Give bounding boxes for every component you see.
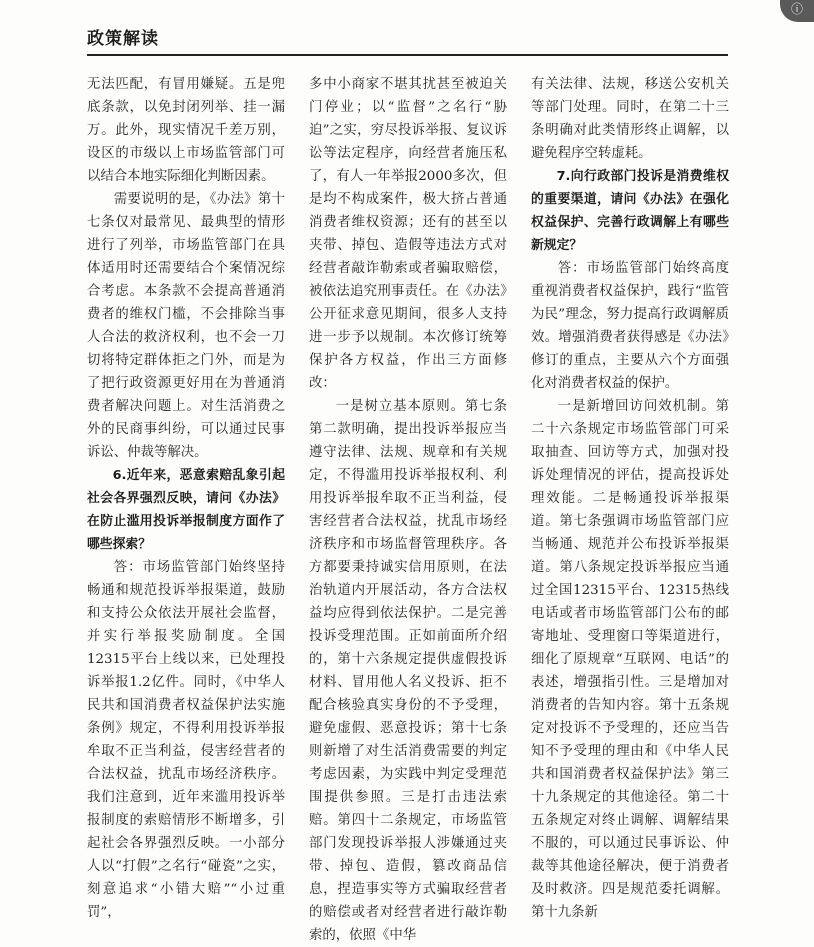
paragraph: 一是树立基本原则。第七条第二款明确，提出投诉举报应当遵守法律、法规、规章和有关规定，不得滥用投诉举报权利、利用投诉举报牟取不正当利益，侵害经营者合法权益，扰乱市场经济秩序和市场监督管理秩序。各方都要秉持诚实信用原则，在法治轨道内开展活动，各方合法权益均应得到依法保护。二是完善投诉受理范围。正如前面所介绍的，第十六条规定提供虚假投诉材料、冒用他人名义投诉、拒不配合核验真实身份的不予受理，避免虚假、恶意投诉；第十七条则新增了对生活消费需要的判定考虑因素，为实践中判定受理范围提供参照。三是打击违法索赔。第四十二条规定，市场监管部门发现投诉举报人涉嫌通过夹带、掉包、造假，篡改商品信息，捏造事实等方式骗取经营者的赔偿或者对经营者进行敲诈勒索的，依照《中华	[309, 399, 507, 943]
paragraph: 答：市场监管部门始终坚持畅通和规范投诉举报渠道，鼓励和支持公众依法开展社会监督，并实行举报奖励制度。全国12315平台上线以来，已处理投诉举报1.2亿件。同时，《中华人民共和国消费者权益保护法实施条例》规定，不得利用投诉举报牟取不正当利益，侵害经营者的合法权益，扰乱市场经济秩序。我们注意到，近年来滥用投诉举报制度的索赔情形不断增多，引起社会各界强烈反映。一小部分人以“打假”之名行“碰瓷”之实，刻意追求“小错大赔”“小过重罚”，	[87, 560, 285, 920]
paragraph: 需要说明的是，《办法》第十七条仅对最常见、最典型的情形进行了列举，市场监管部门在具体适用时还需要结合个案情况综合考虑。本条款不会提高普通消费者的维权门槛，不会排除当事人合法的救济权利，也不会一刀切将特定群体拒之门外，而是为了把行政资源更好用在为普通消费者解决问题上。对生活消费之外的民商事纠纷，可以通过民事诉讼、仲裁等解决。	[87, 192, 285, 460]
paragraph: 有关法律、法规，移送公安机关等部门处理。同时，在第二十三条明确对此类情形终止调解，以避免程序空转虚耗。	[531, 77, 729, 161]
text-column-2	[309, 73, 507, 943]
corner-badge: ⓘ	[780, 0, 814, 22]
paragraph: 答：市场监管部门始终高度重视消费者权益保护，践行“监管为民”理念，努力提高行政调解质效。增强消费者获得感是《办法》修订的重点，主要从六个方面强化对消费者权益的保护。	[531, 261, 729, 391]
text-column-1	[87, 73, 285, 920]
paragraph: 一是新增回访问效机制。第二十六条规定市场监管部门可采取抽查、回访等方式，加强对投诉处理情况的评估，提高投诉处理效能。二是畅通投诉举报渠道。第七条强调市场监管部门应当畅通、规范并公布投诉举报渠道。第八条规定投诉举报应当通过全国12315平台、12315热线电话或者市场监管部门公布的邮寄地址、受理窗口等渠道进行，细化了原规章“互联网、电话”的表述，增强指引性。三是增加对消费者的告知内容。第十五条规定对投诉不予受理的，还应当告知不予受理的理由和《中华人民共和国消费者权益保护法》第三十九条规定的其他途径。第二十五条规定对终止调解、调解结果不服的，可以通过民事诉讼、仲裁等其他途径解决，便于消费者及时救济。四是规范委托调解。第十九条新	[531, 399, 729, 920]
question-heading: 6.近年来，恶意索赔乱象引起社会各界强烈反映，请问《办法》在防止滥用投诉举报制度方面作了哪些探索？	[87, 468, 285, 552]
paragraph: 多中小商家不堪其扰甚至被迫关门停业；以“监督”之名行“胁迫”之实，穷尽投诉举报、复议诉讼等法定程序，向经营者施压私了，有人一年举报2000多次，但是均不构成案件，极大挤占普通消费者维权资源；还有的甚至以夹带、掉包、造假等违法方式对经营者敲诈勒索或者骗取赔偿，被依法追究刑事责任。在《办法》公开征求意见期间，很多人支持进一步予以规制。本次修订统筹保护各方权益，作出三方面修改：	[309, 77, 507, 391]
section-title: 政策解读	[87, 29, 159, 49]
header-rule	[87, 54, 728, 56]
text-column-3	[531, 73, 729, 920]
question-heading: 7.向行政部门投诉是消费维权的重要渠道，请问《办法》在强化权益保护、完善行政调解上有哪些新规定？	[531, 169, 729, 253]
paragraph: 无法匹配，有冒用嫌疑。五是兜底条款，以免封闭列举、挂一漏万。此外，现实情况千差万别，设区的市级以上市场监管部门可以结合本地实际细化判断因素。	[87, 77, 285, 184]
